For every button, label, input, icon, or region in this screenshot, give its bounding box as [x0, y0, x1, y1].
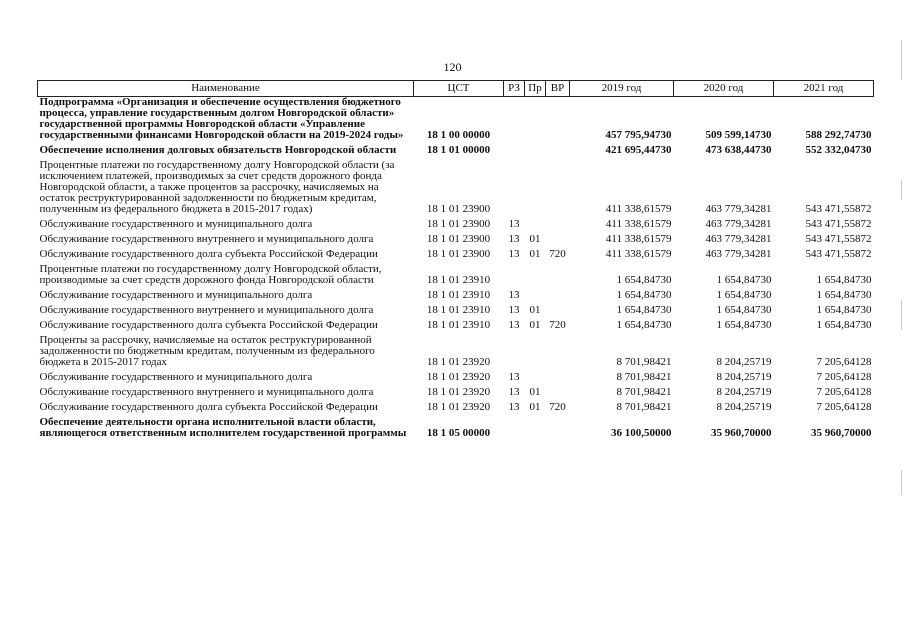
- row-rz: 13: [508, 289, 520, 301]
- row-name: Обслуживание государственного долга субъекта Российской Федерации: [39, 248, 378, 260]
- row-2019: 8 701,98421: [616, 401, 672, 413]
- row-cst: 18 1 01 23920: [426, 371, 491, 383]
- row-name: Обслуживание государственного и муниципального долга: [39, 371, 313, 383]
- row-2019: 1 654,84730: [616, 274, 672, 286]
- row-2020: 8 204,25719: [716, 356, 772, 368]
- row-pr: [525, 372, 546, 387]
- header-pr: Пр: [525, 81, 546, 97]
- row-2021: 543 471,55872: [805, 218, 872, 230]
- table-row: [38, 249, 874, 264]
- header-2019: 2019 год: [570, 81, 674, 97]
- row-2019: 1 654,84730: [616, 319, 672, 331]
- row-pr: 01: [529, 233, 541, 245]
- row-rz: [504, 335, 525, 372]
- row-rz: [504, 417, 525, 443]
- row-2020: 8 204,25719: [716, 401, 772, 413]
- row-name: Обслуживание государственного внутреннего и муниципального долга: [39, 233, 374, 245]
- row-pr: 01: [529, 401, 541, 413]
- row-name: Подпрограмма «Организация и обеспечение осуществления бюджетного процесса, управление государственным долгом Новгородской области» государственной программы Новгородской области «Управление государственными финансами Новгородской области на 2019-2024 годы»: [39, 96, 404, 141]
- row-2021: 588 292,74730: [805, 129, 872, 141]
- row-rz: 13: [508, 304, 520, 316]
- row-cst: 18 1 01 23920: [426, 356, 491, 368]
- row-2019: 457 795,94730: [605, 129, 672, 141]
- row-2020: 1 654,84730: [716, 274, 772, 286]
- row-2019: 1 654,84730: [616, 304, 672, 316]
- row-vr: [546, 219, 570, 234]
- row-2021: 7 205,64128: [816, 401, 872, 413]
- row-2021: 7 205,64128: [816, 386, 872, 398]
- row-name: Обслуживание государственного внутреннего и муниципального долга: [39, 304, 374, 316]
- row-pr: [525, 264, 546, 290]
- row-cst: 18 1 01 23900: [426, 203, 491, 215]
- row-pr: [525, 335, 546, 372]
- row-vr: [546, 97, 570, 146]
- row-cst: 18 1 01 23910: [426, 319, 491, 331]
- row-cst: 18 1 01 23910: [426, 289, 491, 301]
- row-name: Обслуживание государственного долга субъекта Российской Федерации: [39, 401, 378, 413]
- page-number: 120: [443, 60, 462, 74]
- row-2019: 1 654,84730: [616, 289, 672, 301]
- row-2019: 8 701,98421: [616, 386, 672, 398]
- table-row: [38, 417, 874, 443]
- row-pr: [525, 145, 546, 160]
- table-row: [38, 145, 874, 160]
- row-name: Процентные платежи по государственному долгу Новгородской области (за исключением платежей, производимых за счет средств дорожного фонда Новгородской области, а также процентов за рассрочку, начисляемых на остаток реструктурированной задолженности по бюджетным кредитам, полученным из федерального бюджета в 2015-2017 годах): [39, 159, 395, 215]
- row-2021: 35 960,70000: [811, 427, 872, 439]
- row-pr: 01: [529, 304, 541, 316]
- row-vr: [546, 160, 570, 219]
- row-name: Обслуживание государственного и муниципального долга: [39, 289, 313, 301]
- row-cst: 18 1 01 23910: [426, 274, 491, 286]
- row-2020: 509 599,14730: [705, 129, 772, 141]
- header-rz: РЗ: [504, 81, 525, 97]
- row-name: Обслуживание государственного долга субъекта Российской Федерации: [39, 319, 378, 331]
- row-cst: 18 1 01 23920: [426, 386, 491, 398]
- row-name: Обслуживание государственного внутреннего и муниципального долга: [39, 386, 374, 398]
- row-rz: [504, 97, 525, 146]
- row-2020: 8 204,25719: [716, 386, 772, 398]
- table-row: [38, 320, 874, 335]
- row-rz: 13: [508, 371, 520, 383]
- header-cst: ЦСТ: [414, 81, 504, 97]
- header-2020: 2020 год: [674, 81, 774, 97]
- row-2020: 8 204,25719: [716, 371, 772, 383]
- row-vr: [546, 417, 570, 443]
- row-2019: 411 338,61579: [605, 203, 672, 215]
- row-vr: [546, 234, 570, 249]
- row-2019: 8 701,98421: [616, 371, 672, 383]
- table-row: [38, 387, 874, 402]
- row-2020: 473 638,44730: [705, 144, 772, 156]
- row-2021: 543 471,55872: [805, 248, 872, 260]
- header-name: Наименование: [38, 81, 414, 97]
- row-2021: 1 654,84730: [816, 289, 872, 301]
- row-cst: 18 1 01 00000: [426, 144, 491, 156]
- row-vr: [546, 264, 570, 290]
- row-2019: 421 695,44730: [605, 144, 672, 156]
- row-vr: [546, 290, 570, 305]
- row-pr: 01: [529, 386, 541, 398]
- row-name: Обслуживание государственного и муниципального долга: [39, 218, 313, 230]
- row-rz: 13: [508, 233, 520, 245]
- table-row: [38, 372, 874, 387]
- row-2020: 1 654,84730: [716, 289, 772, 301]
- row-pr: [525, 219, 546, 234]
- table-row: [38, 264, 874, 290]
- row-2019: 411 338,61579: [605, 248, 672, 260]
- budget-table: [37, 80, 874, 443]
- row-2021: 1 654,84730: [816, 319, 872, 331]
- row-2020: 1 654,84730: [716, 319, 772, 331]
- row-vr: 720: [549, 319, 566, 331]
- row-rz: [504, 160, 525, 219]
- row-2020: 463 779,34281: [705, 248, 772, 260]
- row-2021: 543 471,55872: [805, 233, 872, 245]
- table-header-row: [38, 81, 874, 97]
- row-pr: [525, 160, 546, 219]
- row-rz: 13: [508, 386, 520, 398]
- row-rz: 13: [508, 248, 520, 260]
- row-2019: 8 701,98421: [616, 356, 672, 368]
- row-cst: 18 1 00 00000: [426, 129, 491, 141]
- row-2020: 1 654,84730: [716, 304, 772, 316]
- row-rz: 13: [508, 218, 520, 230]
- table-row: [38, 290, 874, 305]
- row-2020: 35 960,70000: [711, 427, 772, 439]
- scan-edge-marks: [895, 0, 905, 640]
- row-2021: 1 654,84730: [816, 274, 872, 286]
- table-row: [38, 305, 874, 320]
- table-row: [38, 160, 874, 219]
- row-cst: 18 1 01 23900: [426, 233, 491, 245]
- row-pr: 01: [529, 248, 541, 260]
- row-2020: 463 779,34281: [705, 203, 772, 215]
- row-cst: 18 1 01 23900: [426, 218, 491, 230]
- row-name: Проценты за рассрочку, начисляемые на остаток реструктурированной задолженности по бюджетным кредитам, полученным из федерального бюджета в 2015-2017 годах: [39, 334, 375, 368]
- header-2021: 2021 год: [774, 81, 874, 97]
- row-pr: [525, 417, 546, 443]
- table-row: [38, 234, 874, 249]
- row-vr: 720: [549, 401, 566, 413]
- row-rz: 13: [508, 319, 520, 331]
- row-2021: 543 471,55872: [805, 203, 872, 215]
- row-vr: [546, 305, 570, 320]
- row-cst: 18 1 05 00000: [426, 427, 491, 439]
- row-pr: [525, 290, 546, 305]
- row-2021: 7 205,64128: [816, 371, 872, 383]
- header-vr: ВР: [546, 81, 570, 97]
- row-2021: 552 332,04730: [805, 144, 872, 156]
- row-2019: 411 338,61579: [605, 218, 672, 230]
- row-vr: [546, 387, 570, 402]
- table-row: [38, 97, 874, 146]
- row-pr: [525, 97, 546, 146]
- row-2021: 1 654,84730: [816, 304, 872, 316]
- row-cst: 18 1 01 23920: [426, 401, 491, 413]
- row-vr: [546, 145, 570, 160]
- row-2019: 411 338,61579: [605, 233, 672, 245]
- row-name: Процентные платежи по государственному долгу Новгородской области, производимые за счет средств дорожного фонда Новгородской области: [39, 263, 382, 286]
- row-cst: 18 1 01 23910: [426, 304, 491, 316]
- table-row: [38, 335, 874, 372]
- row-2021: 7 205,64128: [816, 356, 872, 368]
- row-vr: 720: [549, 248, 566, 260]
- row-rz: [504, 145, 525, 160]
- row-rz: [504, 264, 525, 290]
- row-cst: 18 1 01 23900: [426, 248, 491, 260]
- row-vr: [546, 372, 570, 387]
- row-2019: 36 100,50000: [611, 427, 672, 439]
- table-row: [38, 219, 874, 234]
- row-name: Обеспечение деятельности органа исполнительной власти области, являющегося ответственным исполнителем государственной программы: [39, 416, 407, 439]
- row-name: Обеспечение исполнения долговых обязательств Новгородской области: [39, 144, 397, 156]
- row-2020: 463 779,34281: [705, 233, 772, 245]
- row-pr: 01: [529, 319, 541, 331]
- row-2020: 463 779,34281: [705, 218, 772, 230]
- table-row: [38, 402, 874, 417]
- row-vr: [546, 335, 570, 372]
- row-rz: 13: [508, 401, 520, 413]
